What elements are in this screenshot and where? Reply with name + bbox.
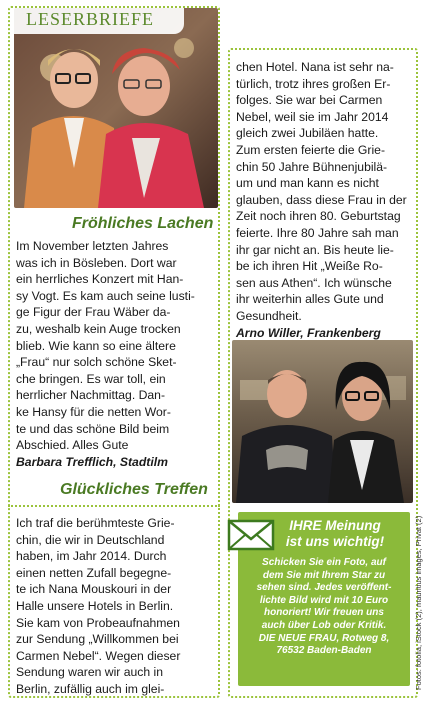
text-line: chin 50 Jahre Bühnenjubilä- [236,159,388,174]
text-line: sy Vogt. Es kam auch seine lusti- [16,288,195,303]
info-text-line: lichte Bild wird mit 10 Euro [259,594,389,606]
text-line: Zum ersten feierte die Grie- [236,142,386,157]
info-text-line: honoriert! Wir freuen uns [264,607,384,619]
letter-separator [8,505,220,507]
text-line: glauben, dass diese Frau in der [236,192,407,207]
text-line: Sendung waren wir auch in [16,665,164,680]
text-line: Halle unsere Hotels in Berlin. [16,598,174,613]
info-text-line: auch über Lob oder Kritik. [261,619,387,631]
text-line: blieb. Wie kann so eine ältere [16,338,176,353]
text-line: ke Hansy für die netten Wor- [16,404,171,419]
text-line: chen Hotel. Nana ist sehr na- [236,60,394,74]
letter-2-signature: Arno Willer, Frankenberg [236,325,381,340]
text-line: Im November letzten Jahres [16,239,169,253]
letter-1-headline: Fröhliches Lachen [72,215,214,232]
text-line: Abschied. Alles Gute [16,438,129,453]
text-line: was ich in Bösleben. Dort war [16,255,177,270]
text-line: einen netten Zufall begegne- [16,565,172,580]
text-line: Ich traf die berühmteste Grie- [16,516,175,530]
text-line: Zeit noch ihren 80. Geburtstag [236,209,401,224]
text-line: sen aus Athen“. Ich wünsche [236,275,392,290]
info-title-line: IHRE Meinung [289,518,381,533]
text-line: folges. Sie war bei Carmen [236,93,383,108]
photo-hansy-vogt-and-fan [14,8,218,208]
photo-illustration [14,8,218,208]
text-line: chin, die wir in Deutschland [16,532,165,547]
text-line: ihr gar nicht an. Bis heute lie- [236,242,394,257]
info-box-text [240,557,408,658]
info-text-line: sehen sind. Jedes veröffent- [256,582,392,594]
text-line: Gesundheit. [236,308,302,323]
text-line: haben, im Jahr 2014. Durch [16,549,167,564]
text-line: Nebel, weil sie im Jahr 2014 [236,109,389,124]
text-line: „Frau“ nur solch schöne Sket- [16,355,177,370]
text-line: te und das schöne Bild beim [16,421,170,436]
info-text-line: DIE NEUE FRAU, Rotweg 8, [258,632,390,644]
text-line: ein herrliches Konzert mit Han- [16,272,184,287]
info-title-line: ist uns wichtig! [285,534,385,549]
photo-credit: Fotos: fotolia, iStock (2), mauritius images, Privat (2) [414,515,423,690]
text-line: feierte. Ihre 80 Jahre sah man [236,225,399,240]
info-box-title [262,518,408,550]
text-line: türlich, trotz ihres großen Er- [236,76,391,91]
text-line: ge Figur der Frau Wäber da- [16,305,171,320]
letter-2-headline: Glückliches Treffen [60,481,208,498]
photo-fan-with-nana-mouskouri [232,340,413,503]
letter-2-body-right [236,59,407,341]
text-line: be ich ihren Hit „Weiße Ro- [236,259,383,274]
letter-2-body-left [16,515,180,698]
text-line: zur Sendung „Willkommen bei [16,632,179,647]
text-line: che bringen. Es war toll, ein [16,371,166,386]
envelope-icon [227,517,275,553]
letter-1-body [16,238,195,470]
text-line: um und man kann es nicht [236,176,379,191]
info-text-line: dem Sie mit Ihrem Star zu [262,569,386,581]
text-line: gleich zwei Jubiläen hatte. [236,126,379,141]
section-title: LESERBRIEFE [26,9,155,29]
text-line: herrlicher Nachmittag. Dan- [16,388,166,403]
text-line: Sie kam von Probeaufnahmen [16,615,180,630]
info-text-line: 76532 Baden-Baden [276,645,372,657]
text-line: Berlin, zufällig auch im glei- [16,681,165,696]
text-line: te ich Nana Mouskouri in der [16,582,172,597]
text-line: Carmen Nebel“. Wegen dieser [16,648,181,663]
text-line: zu, weshalb kein Auge trocken [16,321,181,336]
letter-1-signature: Barbara Trefflich, Stadtilm [16,454,168,469]
photo-illustration [232,340,413,503]
info-text-line: Schicken Sie ein Foto, auf [262,557,386,568]
text-line: ihr weiterhin alles Gute und [236,292,384,307]
